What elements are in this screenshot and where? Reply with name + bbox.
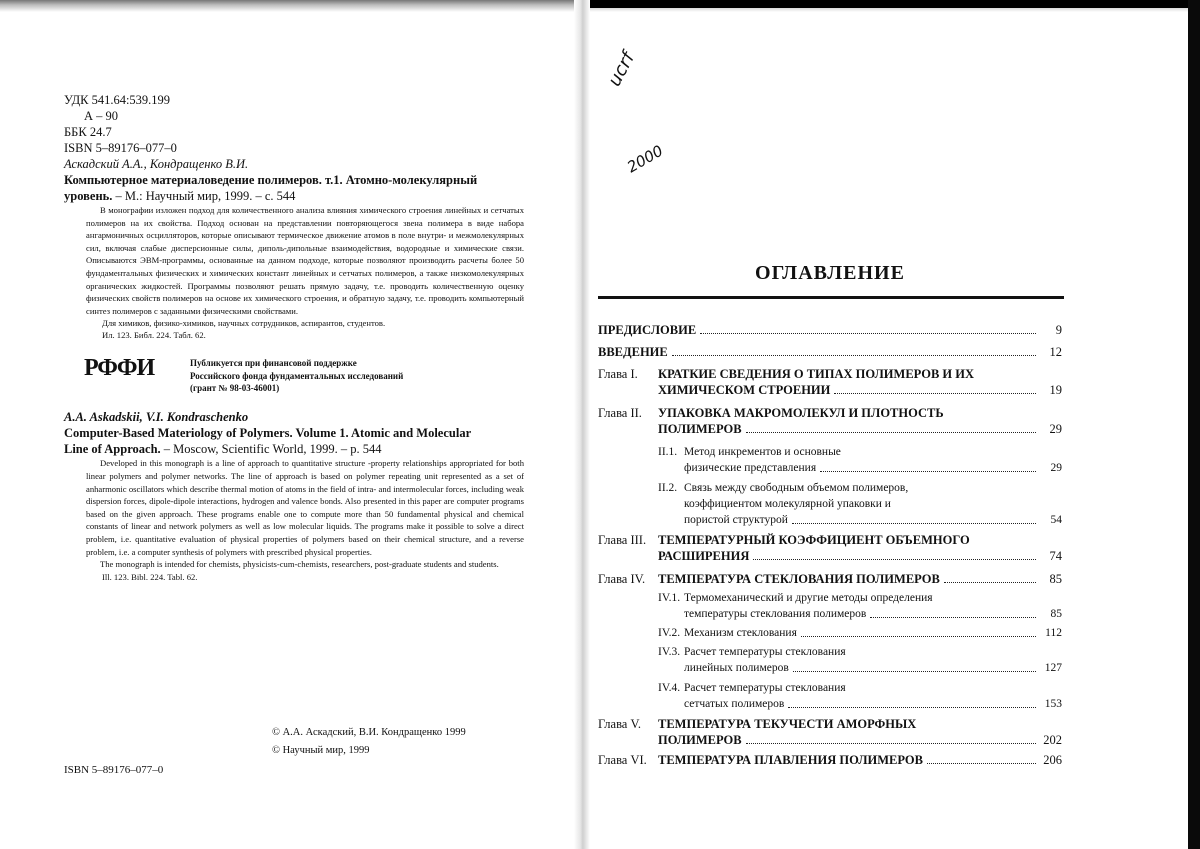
toc-line [598, 322, 1062, 338]
title-en-line2 [64, 441, 534, 457]
author-code: А – 90 [84, 109, 119, 123]
title-ru-end: уровень. [64, 189, 113, 203]
toc-line [598, 716, 1062, 732]
audience-en: The monograph is intended for chemists, physicists-cum-chemists, researchers, post-graduate students and students. [100, 559, 499, 570]
toc-text: Расчет температуры стеклования [684, 682, 846, 694]
toc-label: II.2. [658, 482, 678, 494]
toc-leader-dots [700, 333, 1036, 334]
toc-label: Глава III. [598, 533, 647, 547]
rffi-logo: РФФИ [84, 355, 155, 382]
toc-line [658, 460, 1062, 476]
toc-text: ТЕМПЕРАТУРА СТЕКЛОВАНИЯ ПОЛИМЕРОВ [658, 572, 940, 586]
left-page [64, 92, 534, 583]
toc-text: ТЕМПЕРАТУРА ТЕКУЧЕСТИ АМОРФНЫХ [658, 717, 917, 731]
toc-entry [598, 322, 1062, 338]
toc-entry [658, 680, 1062, 712]
abstract-en: Developed in this monograph is a line of approach to quantitative structure -property relationships appropriated for both linear polymers and polymer networks. The line of approach is based on polymer repeating unit represented as a set of anharmonic oscillators which describe thermal motion of atoms in the field of intra- and intermolecular forces, including weak dispersion forces, dipole-dipole interactions, hydrogen and valence bonds. Also presented in this paper are computer programs based on the given approach. These programs enable one to compute more than 50 fundamental physical and chemical constants of linear and network polymers as well as low molecular liquids. The programs make it possible to solve a direct problem, i.e. quantitative evaluation of physical properties of polymers based on their chemical structure, and a reverse problem, i.e. a computer synthesis of polymers with prescribed physical properties. [86, 458, 524, 557]
handwritten-note: ucrf [604, 49, 639, 90]
toc-page-number: 202 [1043, 733, 1062, 747]
toc-line [658, 590, 1062, 606]
toc-text: линейных полимеров [684, 662, 789, 674]
toc-page-number: 85 [1049, 572, 1062, 586]
toc-line [658, 496, 1062, 512]
toc-text: сетчатых полимеров [684, 698, 785, 710]
toc-leader-dots [792, 523, 1036, 524]
toc-leader-dots [753, 559, 1036, 560]
toc-title: ОГЛАВЛЕНИЕ [755, 262, 905, 284]
toc-label: Глава II. [598, 406, 642, 420]
toc-line [658, 480, 1062, 496]
toc-entry [658, 480, 1062, 528]
authors-ru: Аскадский А.А., Кондращенко В.И. [64, 157, 249, 171]
toc-text: ВВЕДЕНИЕ [598, 345, 668, 359]
toc-page-number: 54 [1050, 514, 1062, 526]
toc-entry [598, 344, 1062, 360]
handwritten-year: 2000 [624, 141, 667, 177]
audience-ru: Для химиков, физико-химиков, научных сотрудников, аспирантов, студентов. [102, 318, 386, 329]
stats-en: Ill. 123. Bibl. 224. Tabl. 62. [102, 571, 198, 582]
isbn: ISBN 5–89176–077–0 [64, 141, 177, 155]
udk-code: УДК 541.64:539.199 [64, 93, 171, 107]
toc-line [658, 444, 1062, 460]
toc-text: пористой структурой [684, 514, 788, 526]
toc-label: Глава VI. [598, 753, 647, 767]
toc-text: ХИМИЧЕСКОМ СТРОЕНИИ [658, 383, 831, 397]
book-gutter [574, 0, 590, 849]
funding-line2: Российского фонда фундаментальных исследований [190, 370, 404, 381]
toc-label: IV.2. [658, 627, 681, 639]
toc-leader-dots [793, 671, 1036, 672]
toc-text: Связь между свободным объемом полимеров, [684, 482, 909, 494]
toc-leader-dots [820, 471, 1036, 472]
toc-line [598, 421, 1062, 437]
toc-line [598, 366, 1062, 382]
toc-line [598, 382, 1062, 398]
toc-text: КРАТКИЕ СВЕДЕНИЯ О ТИПАХ ПОЛИМЕРОВ И ИХ [658, 367, 975, 381]
toc-entry [658, 644, 1062, 676]
toc-entry [658, 625, 1062, 641]
toc-entry [598, 405, 1062, 437]
toc-text: коэффициентом молекулярной упаковки и [684, 498, 891, 510]
toc-text: Механизм стеклования [684, 627, 797, 639]
toc-label: Глава I. [598, 367, 638, 381]
stats-ru: Ил. 123. Библ. 224. Табл. 62. [102, 330, 206, 341]
toc-line [598, 548, 1062, 564]
toc-page-number: 9 [1055, 323, 1062, 337]
toc-entry [598, 752, 1062, 768]
toc-label: II.1. [658, 446, 678, 458]
title-en-end: Line of Approach. [64, 442, 161, 457]
toc-text: физические представления [684, 462, 817, 474]
scan-right-edge [1188, 0, 1200, 849]
toc-text: РАСШИРЕНИЯ [658, 549, 750, 563]
toc-text: температуры стеклования полимеров [684, 608, 867, 620]
toc-entry [598, 366, 1062, 398]
toc-label: Глава IV. [598, 572, 646, 586]
toc-leader-dots [746, 743, 1036, 744]
funding-line3: (грант № 98-03-46001) [190, 383, 280, 394]
toc-line [598, 344, 1062, 360]
abstract-ru: В монографии изложен подход для количественного анализа влияния химического строения линейных и сетчатых полимеров на их свойства. Подход основан на представлении повторяющегося звена полимера в виде набора ангармоничных осцилляторов, которые описывают термическое движение атомов в поле внутри- и межмолекулярных сил, включая слабые дисперсионные силы, диполь-дипольные взаимодействия, водородные и химические связи. Описываются ЭВМ-программы, основанные на данном подходе, которые позволяют производить расчеты более 50 фундаментальных физических и химических констант линейных и сетчатых полимеров, а также низкомолекулярных органических жидкостей. Программы позволяют решать прямую задачу, т.е. проводить количественную оценку физических свойств полимеров на основе их химического строения, и обратную задачу, т.е. проводить компьютерный синтез полимеров с заданными физическими свойствами. [86, 205, 524, 316]
copyright-publisher: © Научный мир, 1999 [272, 745, 370, 756]
toc-leader-dots [944, 582, 1036, 583]
toc-leader-dots [801, 636, 1036, 637]
toc-text: Термомеханический и другие методы определения [684, 592, 933, 604]
toc-line [658, 696, 1062, 712]
toc-line [598, 571, 1062, 587]
authors-en: A.A. Askadskii, V.I. Kondraschenko [64, 410, 249, 425]
toc-page-number: 112 [1045, 627, 1062, 639]
toc-entry [658, 444, 1062, 476]
title-ru-line2 [64, 188, 534, 204]
toc-line [598, 405, 1062, 421]
scan-top-shadow [590, 0, 1188, 8]
toc-page-number: 206 [1043, 753, 1062, 767]
toc-page-number: 74 [1049, 549, 1062, 563]
imprint-ru: – М.: Научный мир, 1999. – с. 544 [112, 189, 296, 203]
toc-line [658, 625, 1062, 641]
funding-line1: Публикуется при финансовой поддержке [190, 358, 357, 369]
toc-page-number: 29 [1049, 422, 1062, 436]
toc-leader-dots [834, 393, 1036, 394]
toc-line [658, 680, 1062, 696]
toc-leader-dots [870, 617, 1036, 618]
toc-page-number: 12 [1049, 345, 1062, 359]
copyright-block [272, 724, 466, 760]
toc-text: ТЕМПЕРАТУРА ПЛАВЛЕНИЯ ПОЛИМЕРОВ [658, 753, 923, 767]
bbk-code: ББК 24.7 [64, 125, 112, 139]
toc-entry [658, 590, 1062, 622]
toc-text: Расчет температуры стеклования [684, 646, 846, 658]
funding-text [190, 357, 403, 395]
funding-block [64, 355, 534, 401]
toc-entry [598, 571, 1062, 587]
toc-entry [598, 532, 1062, 564]
toc-text: Метод инкрементов и основные [684, 446, 841, 458]
title-ru-line1: Компьютерное материаловедение полимеров. т.1. Атомно-молекулярный [64, 173, 478, 187]
toc-leader-dots [672, 355, 1036, 356]
toc-text: ПОЛИМЕРОВ [658, 733, 742, 747]
toc-leader-dots [746, 432, 1036, 433]
toc-label: Глава V. [598, 717, 642, 731]
toc-page-number: 153 [1044, 698, 1062, 710]
toc-page-number: 85 [1050, 608, 1062, 620]
toc-text: ПОЛИМЕРОВ [658, 422, 742, 436]
imprint-en: – Moscow, Scientific World, 1999. – p. 544 [160, 442, 382, 457]
toc-entry [598, 716, 1062, 748]
toc-rule [598, 296, 1064, 299]
toc-page-number: 19 [1049, 383, 1062, 397]
toc-leader-dots [927, 763, 1036, 764]
toc-line [598, 732, 1062, 748]
toc-line [658, 606, 1062, 622]
toc-line [598, 532, 1062, 548]
toc-text: ТЕМПЕРАТУРНЫЙ КОЭФФИЦИЕНТ ОБЪЕМНОГО [658, 533, 970, 547]
isbn-bottom: ISBN 5–89176–077–0 [64, 764, 164, 776]
toc-label: IV.3. [658, 646, 681, 658]
toc-text: УПАКОВКА МАКРОМОЛЕКУЛ И ПЛОТНОСТЬ [658, 406, 944, 420]
toc-line [598, 752, 1062, 768]
toc-line [658, 644, 1062, 660]
copyright-authors: © А.А. Аскадский, В.И. Кондращенко 1999 [272, 727, 466, 738]
toc-page-number: 127 [1044, 662, 1062, 674]
toc-leader-dots [788, 707, 1036, 708]
toc-page-number: 29 [1050, 462, 1062, 474]
toc-label: IV.1. [658, 592, 681, 604]
toc-label: IV.4. [658, 682, 681, 694]
toc-line [658, 660, 1062, 676]
toc-text: ПРЕДИСЛОВИЕ [598, 323, 697, 337]
toc-line [658, 512, 1062, 528]
title-en-line1: Computer-Based Materiology of Polymers. Volume 1. Atomic and Molecular [64, 426, 472, 441]
